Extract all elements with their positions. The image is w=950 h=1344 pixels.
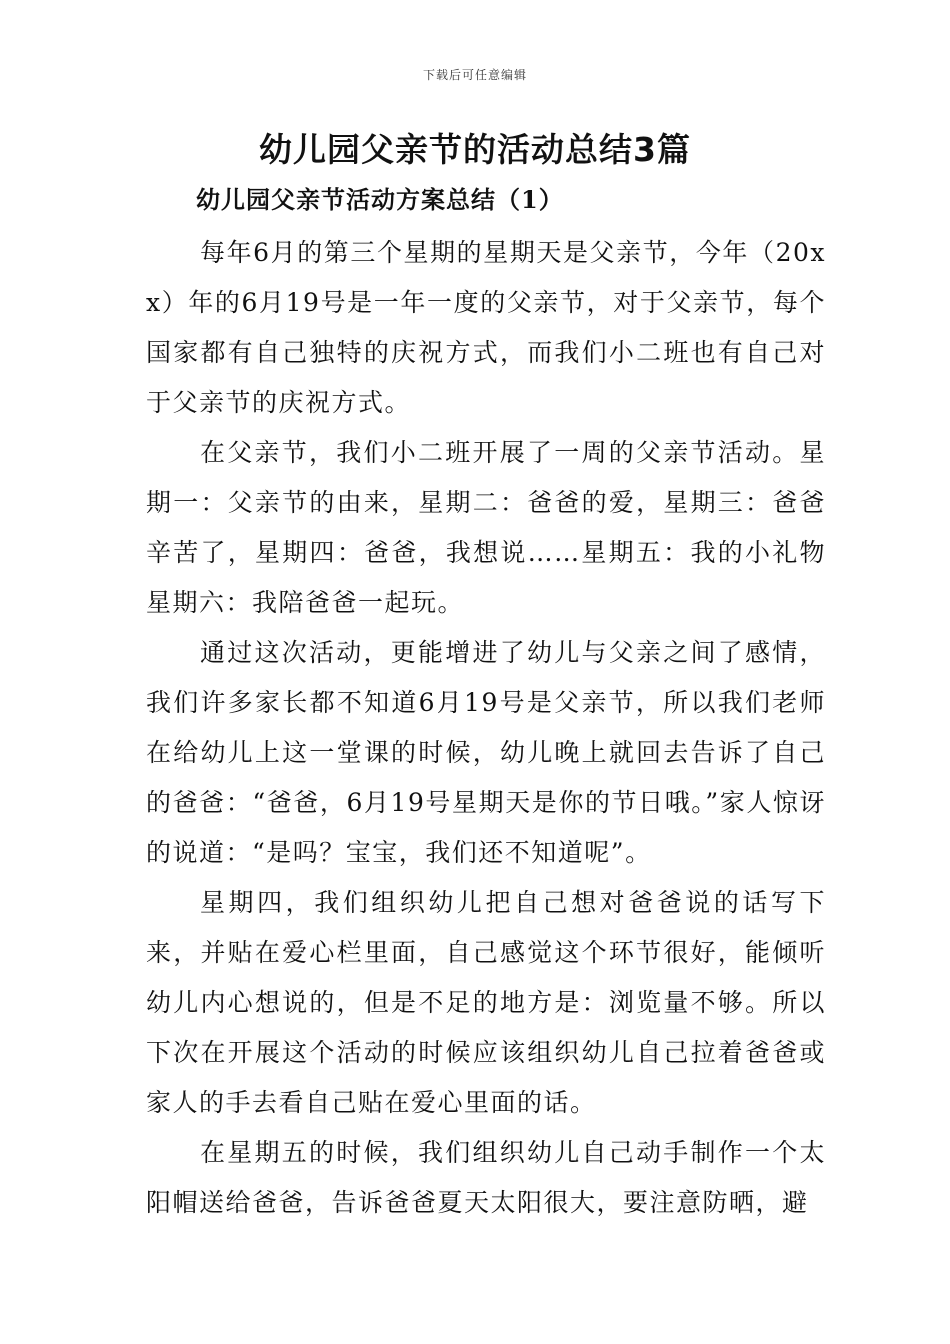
header-note: 下载后可任意编辑 [422,68,527,82]
section-heading: 幼儿园父亲节活动方案总结（1） [196,185,564,214]
paragraph: 在父亲节，我们小二班开展了一周的父亲节活动。星期一：父亲节的由来，星期二：爸爸的爱，星期三：爸爸辛苦了，星期四：爸爸，我想说……星期五：我的小礼物星期六：我陪爸爸一起玩。 [146,438,826,617]
paragraph: 通过这次活动，更能增进了幼儿与父亲之间了感情，我们许多家长都不知道6月19号是父亲节，所以我们老师在给幼儿上这一堂课的时候，幼儿晚上就回去告诉了自己的爸爸：“爸爸，6月19号星期天是你的节日哦。”家人惊讶的说道：“是吗？宝宝，我们还不知道呢”。 [146,638,826,867]
document-title: 幼儿园父亲节的活动总结3篇 [259,130,691,169]
document-body [146,228,826,1228]
paragraph: 星期四，我们组织幼儿把自己想对爸爸说的话写下来，并贴在爱心栏里面，自己感觉这个环节很好，能倾听幼儿内心想说的，但是不足的地方是：浏览量不够。所以下次在开展这个活动的时候应该组织幼儿自己拉着爸爸或家人的手去看自己贴在爱心里面的话。 [146,888,826,1117]
paragraph: 在星期五的时候，我们组织幼儿自己动手制作一个太阳帽送给爸爸，告诉爸爸夏天太阳很大，要注意防晒，避 [146,1138,826,1217]
paragraph: 每年6月的第三个星期的星期天是父亲节，今年（20xx）年的6月19号是一年一度的父亲节，对于父亲节，每个国家都有自己独特的庆祝方式，而我们小二班也有自己对于父亲节的庆祝方式。 [146,238,826,417]
